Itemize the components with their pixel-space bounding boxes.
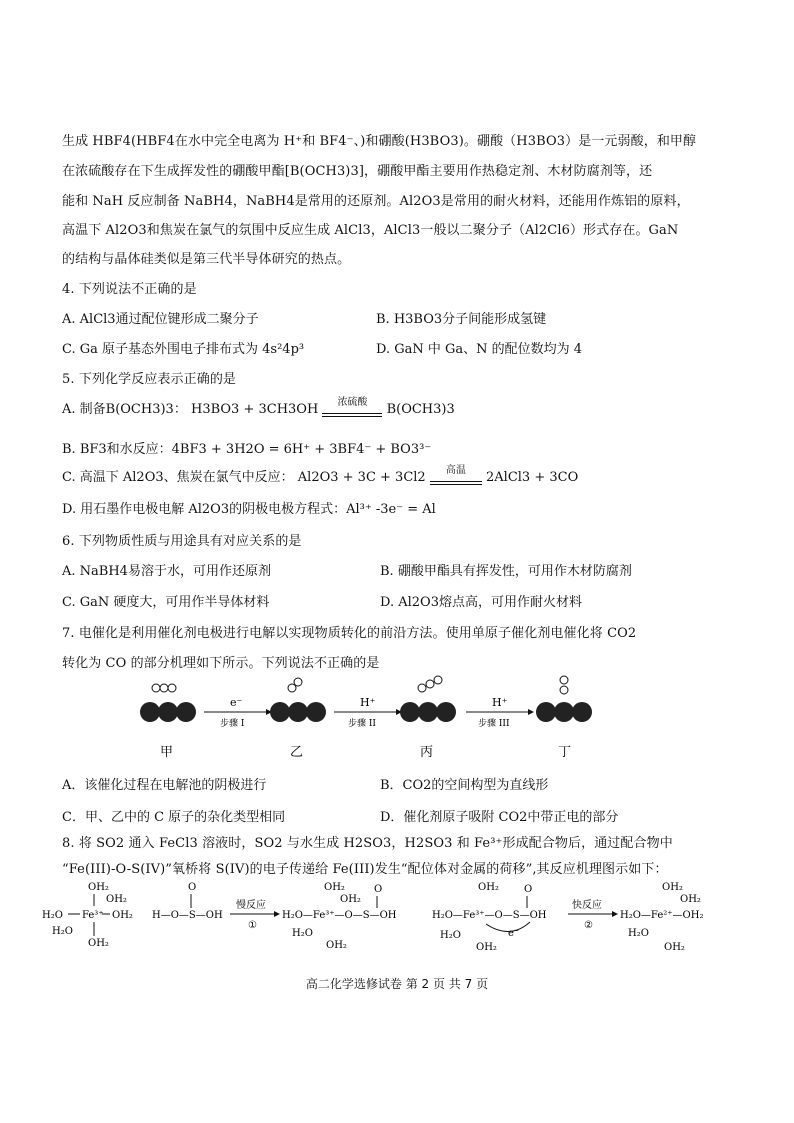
q7-stem-line-2: 转化为 CO 的部分机理如下所示。下列说法不正确的是 [62,656,380,671]
q7-stem-line-1: 7. 电催化是利用催化剂电极进行电解以实现物质转化的前沿方法。使用单原子催化剂电催化将 CO2 [62,626,637,641]
q5-c-prefix: C. 高温下 Al2O3、焦炭在氯气中反应： [62,470,294,485]
stage-ding [536,676,592,760]
arrow3-top-label: H⁺ [492,696,508,709]
q5-c-condition-arrow [430,465,482,485]
q6-option-b: B. 硼酸甲酯具有挥发性，可用作木材防腐剂 [380,564,632,579]
slow-reaction-step: ① [248,920,257,931]
svg-text:O: O [188,882,197,893]
stage-bing [400,676,456,760]
stage-label-jia: 甲 [160,745,174,760]
passage-line-2: 在浓硫酸存在下生成挥发性的硼酸甲酯[B(OCH3)3]，硼酸甲酯主要用作热稳定剂、木材防腐剂等，还 [62,164,653,179]
arrow1-bottom-label: 步骤 I [220,719,245,729]
q5-option-d: D. 用石墨作电极电解 Al2O3的阴极电极方程式：Al³⁺ -3e⁻ = Al [62,502,436,517]
arrow1-top-label: e⁻ [230,696,243,709]
q5-a-condition-arrow [322,397,382,417]
svg-text:H₂O—Fe³⁺—O—S—OH: H₂O—Fe³⁺—O—S—OH [282,910,397,921]
stage-jia [140,684,196,760]
svg-text:OH₂: OH₂ [106,894,127,905]
arrow-step-2 [334,696,402,729]
arrow2-bottom-label: 步骤 II [348,719,376,729]
fe-so2-mechanism-diagram [40,878,760,968]
q6-option-c: C. GaN 硬度大，可用作半导体材料 [62,595,270,610]
q4-stem: 4. 下列说法不正确的是 [62,282,197,297]
q5-option-b: B. BF3和水反应：4BF3 + 3H2O = 6H⁺ + 3BF4⁻ + BO3³⁻ [62,442,432,457]
svg-text:OH₂: OH₂ [476,942,497,953]
fe-product-complex [620,882,703,953]
q6-option-a: A. NaBH4易溶于水，可用作还原剂 [62,564,271,579]
q7-option-a: A．该催化过程在电解池的阴极进行 [62,778,267,793]
fast-reaction-arrow [568,898,618,931]
charge-transfer-complex [432,882,547,953]
svg-text:H₂O: H₂O [52,926,73,937]
svg-text:OH₂: OH₂ [324,882,345,893]
svg-text:Fe³⁺: Fe³⁺ [82,910,104,921]
q7-option-b: B．CO2的空间构型为直线形 [380,778,549,793]
svg-text:O: O [524,884,533,895]
svg-text:H₂O: H₂O [440,930,461,941]
svg-text:H₂O: H₂O [292,928,313,939]
svg-text:OH₂: OH₂ [662,882,683,893]
slow-reaction-arrow [230,898,280,931]
svg-text:OH₂: OH₂ [88,882,109,893]
passage-line-5: 的结构与晶体硅类似是第三代半导体研究的热点。 [62,252,351,267]
sulfurous-acid [152,882,223,921]
fe-o-s-complex [282,882,397,951]
svg-text:OH₂: OH₂ [340,894,361,905]
stage-yi [270,678,326,760]
catalysis-mechanism-diagram [140,672,620,764]
q6-stem: 6. 下列物质性质与用途具有对应关系的是 [62,534,302,549]
q4-option-a: A. AlCl3通过配位键形成二聚分子 [62,312,259,327]
svg-text:H₂O: H₂O [42,910,63,921]
arrow-step-1 [204,696,272,729]
svg-text:H₂O—Fe³⁺—O—S—OH: H₂O—Fe³⁺—O—S—OH [432,910,547,921]
q4-option-b: B. H3BO3分子间能形成氢键 [376,312,547,327]
svg-text:OH₂: OH₂ [326,940,347,951]
svg-text:H₂O: H₂O [628,928,649,939]
q5-stem: 5. 下列化学反应表示正确的是 [62,372,237,387]
fast-reaction-step: ② [584,920,593,931]
q8-stem-line-2: “Fe(III)-O-S(IV)”氧桥将 S(IV)的电子传递给 Fe(III)发生“配位体对金属的荷移”,其反应机理图示如下： [62,862,668,877]
q5-c-eq-left: Al2O3 + 3C + 3Cl2 [297,470,426,485]
q4-option-d: D. GaN 中 Ga、N 的配位数均为 4 [376,342,583,357]
svg-text:OH₂: OH₂ [664,942,685,953]
q6-option-d: D. Al2O3熔点高，可用作耐火材料 [380,595,582,610]
q8-stem-line-1: 8. 将 SO2 通入 FeCl3 溶液时，SO2 与水生成 H2SO3，H2SO3 和 Fe³⁺形成配合物后，通过配合物中 [62,836,673,851]
svg-text:e⁻: e⁻ [508,928,520,939]
q5-a-eq-right: B(OCH3)3 [386,402,455,417]
q5-c-eq-right: 2AlCl3 + 3CO [486,470,579,485]
arrow2-top-label: H⁺ [360,696,376,709]
svg-text:H—O—S—OH: H—O—S—OH [152,910,223,921]
fe-hexaaqua-complex [42,882,133,949]
stage-label-ding: 丁 [558,745,572,760]
slow-reaction-label: 慢反应 [236,900,266,911]
svg-text:H₂O—Fe²⁺—OH₂: H₂O—Fe²⁺—OH₂ [620,910,704,921]
q7-option-c: C．甲、乙中的 C 原子的杂化类型相同 [62,810,286,825]
q5-a-prefix: A. 制备B(OCH3)3： [62,402,187,417]
arrow3-bottom-label: 步骤 III [478,719,510,729]
svg-text:OH₂: OH₂ [680,894,701,905]
svg-text:OH₂: OH₂ [88,938,109,949]
q4-option-c: C. Ga 原子基态外围电子排布式为 4s²4p³ [62,342,305,357]
q5-a-eq-left: H3BO3 + 3CH3OH [190,402,319,417]
q5-c-condition: 高温 [445,465,466,476]
stage-label-bing: 丙 [420,745,434,760]
arrow-step-3 [466,696,534,729]
svg-text:OH₂: OH₂ [478,882,499,893]
q5-option-a [62,398,455,417]
fast-reaction-label: 快反应 [572,900,602,911]
stage-label-yi: 乙 [290,745,304,760]
q5-option-c [62,466,578,485]
page-footer: 高二化学选修试卷 第 2 页 共 7 页 [305,977,489,991]
svg-text:O: O [374,884,383,895]
passage-line-4: 高温下 Al2O3和焦炭在氯气的氛围中反应生成 AlCl3，AlCl3一般以二聚分子（Al2Cl6）形式存在。GaN [62,223,679,238]
q5-a-condition: 浓硫酸 [337,397,368,408]
passage-line-1: 生成 HBF4(HBF4在水中完全电离为 H⁺和 BF4⁻、)和硼酸(H3BO3)。硼酸（H3BO3）是一元弱酸，和甲醇 [62,134,697,149]
passage-line-3: 能和 NaH 反应制备 NaBH4，NaBH4是常用的还原剂。Al2O3是常用的耐火材料，还能用作炼铝的原料， [62,194,690,209]
svg-text:OH₂: OH₂ [112,910,133,921]
q7-option-d: D．催化剂原子吸附 CO2中带正电的部分 [380,810,619,825]
